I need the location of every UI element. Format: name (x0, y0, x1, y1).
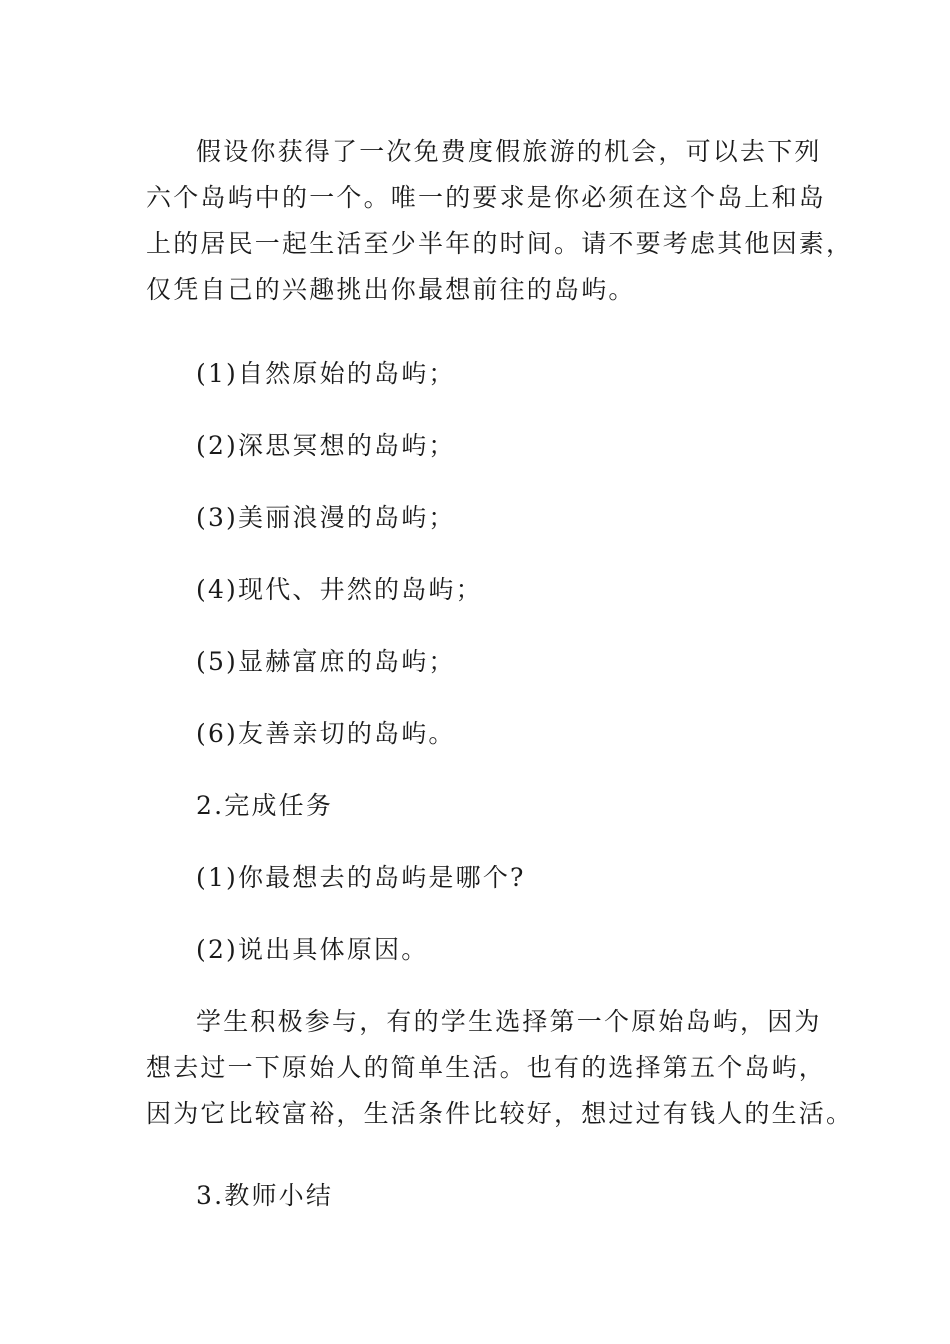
response-paragraph (146, 1003, 854, 1133)
option-item-4: (4)现代、井然的岛屿； (196, 575, 483, 604)
intro-line: 六个岛屿中的一个。唯一的要求是你必须在这个岛上和岛 (146, 183, 827, 212)
intro-line: 上的居民一起生活至少半年的时间。请不要考虑其他因素， (146, 229, 854, 258)
section-3-heading: 3.教师小结 (196, 1181, 334, 1210)
option-item-3: (3)美丽浪漫的岛屿； (196, 503, 456, 532)
intro-line: 仅凭自己的兴趣挑出你最想前往的岛屿。 (146, 275, 636, 304)
response-line: 想去过一下原始人的简单生活。也有的选择第五个岛屿， (146, 1053, 827, 1082)
intro-paragraph (146, 133, 854, 309)
option-item-6: (6)友善亲切的岛屿。 (196, 719, 456, 748)
response-line: 因为它比较富裕，生活条件比较好，想过过有钱人的生活。 (146, 1099, 854, 1128)
option-item-1: (1)自然原始的岛屿； (196, 359, 456, 388)
option-item-2: (2)深思冥想的岛屿； (196, 431, 456, 460)
task-item-2: (2)说出具体原因。 (196, 935, 429, 964)
response-line: 学生积极参与，有的学生选择第一个原始岛屿，因为 (196, 1007, 822, 1036)
section-2-heading: 2.完成任务 (196, 791, 334, 820)
option-item-5: (5)显赫富庶的岛屿； (196, 647, 456, 676)
task-item-1: (1)你最想去的岛屿是哪个? (196, 863, 526, 892)
intro-line: 假设你获得了一次免费度假旅游的机会，可以去下列 (196, 137, 822, 166)
